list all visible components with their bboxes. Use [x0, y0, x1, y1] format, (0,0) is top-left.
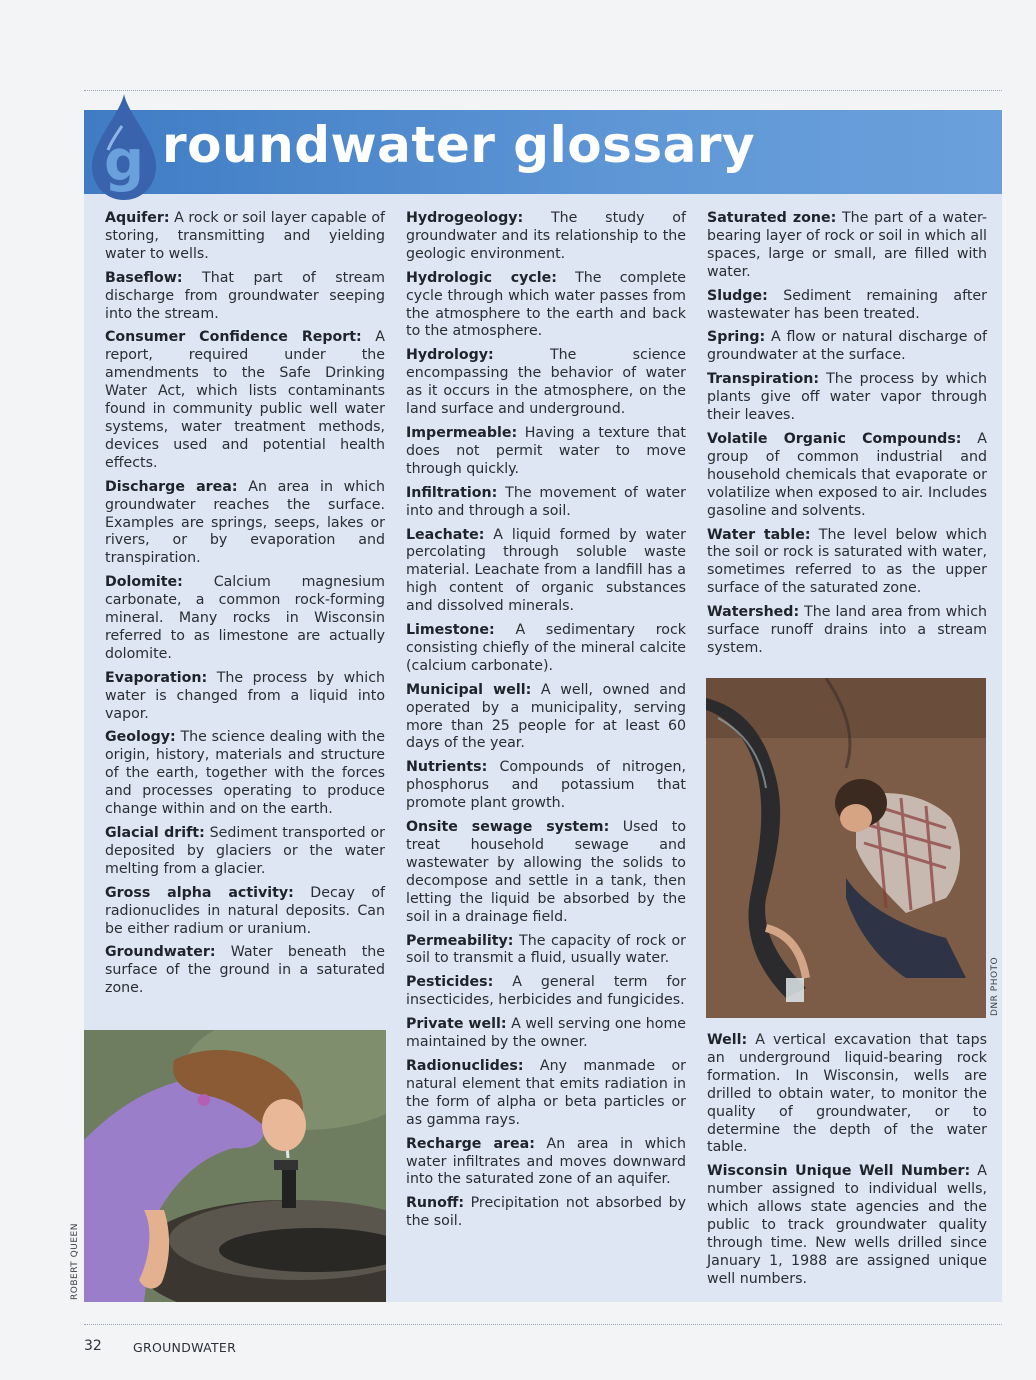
photo-credit-left: ROBERT QUEEN	[70, 1223, 80, 1300]
glossary-definition: The process by which plants give off water vapor through their leaves.	[707, 371, 987, 424]
glossary-term: Aquifer:	[105, 210, 170, 226]
glossary-entry	[406, 1195, 686, 1231]
glossary-definition: A rock or soil layer capable of storing, transmitting and yielding water to wells.	[105, 210, 385, 262]
glossary-entry	[406, 425, 686, 479]
glossary-definition: The part of a water-bearing layer of rock or soil in which all spaces, large or small, are filled with water.	[707, 210, 987, 280]
glossary-definition: The science encompassing the behavior of water as it occurs in the atmosphere, on the land surface and underground.	[406, 347, 687, 418]
glossary-entry	[406, 622, 686, 676]
glossary-term: Well:	[707, 1032, 748, 1048]
glossary-term: Leachate:	[406, 526, 485, 543]
glossary-definition: The movement of water into and through a soil.	[406, 484, 686, 519]
glossary-term: Infiltration:	[406, 484, 498, 501]
glossary-definition: Calcium magnesium carbonate, a common rock-forming mineral. Many rocks in Wisconsin referred to as limestone are actually dolomite.	[105, 574, 385, 662]
glossary-entry	[105, 329, 385, 472]
glossary-definition: That part of stream discharge from groundwater seeping into the stream.	[105, 269, 385, 322]
glossary-term: Municipal well:	[406, 681, 532, 698]
glossary-entry	[707, 431, 987, 521]
glossary-definition: The complete cycle through which water passes from the atmosphere to the earth and back to the atmosphere.	[406, 269, 686, 340]
glossary-entry	[406, 1016, 686, 1052]
glossary-entry	[105, 574, 385, 664]
glossary-definition: A general term for insecticides, herbicides and fungicides.	[406, 974, 686, 1009]
glossary-definition: A group of common industrial and household chemicals that evaporate or volatilize when exposed to air. Includes gasoline and solvents.	[707, 430, 987, 519]
glossary-entry	[406, 682, 686, 754]
glossary-definition: The science dealing with the origin, history, materials and structure of the earth, together with the forces and processes operating to produce change within and on the earth.	[105, 729, 385, 818]
glossary-definition: Decay of radionuclides in natural deposits. Can be either radium or uranium.	[105, 884, 385, 937]
drop-letter: g	[103, 129, 145, 194]
glossary-term: Gross alpha activity:	[105, 884, 294, 901]
glossary-entry	[105, 270, 385, 324]
page-title: roundwater glossary	[162, 116, 756, 174]
glossary-entry	[707, 329, 987, 365]
glossary-definition: The study of groundwater and its relationship to the geologic environment.	[406, 210, 686, 262]
glossary-term: Pesticides:	[406, 974, 494, 991]
glossary-definition: Sediment remaining after wastewater has been treated.	[707, 287, 987, 322]
glossary-entry	[105, 944, 385, 998]
glossary-entry	[105, 479, 385, 569]
glossary-definition: An area in which groundwater reaches the surface. Examples are springs, seeps, lakes or rivers, or by evaporation and transpiration.	[105, 478, 385, 567]
glossary-entry	[105, 885, 385, 939]
glossary-term: Radionuclides:	[406, 1057, 524, 1074]
glossary-definition: The land area from which surface runoff drains into a stream system.	[707, 604, 988, 656]
glossary-term: Runoff:	[406, 1195, 465, 1212]
glossary-term: Recharge area:	[406, 1135, 535, 1152]
glossary-definition: Water beneath the surface of the ground in a saturated zone.	[105, 944, 385, 997]
glossary-entry	[406, 819, 686, 926]
glossary-term: Permeability:	[406, 932, 514, 949]
glossary-term: Baseflow:	[105, 269, 183, 286]
photo-man-sampling-stream	[706, 678, 986, 1018]
glossary-entry	[105, 825, 385, 879]
photo-credit-right: DNR PHOTO	[990, 956, 1000, 1016]
glossary-definition: Compounds of nitrogen, phosphorus and potassium that promote plant growth.	[406, 759, 686, 812]
glossary-entry	[105, 729, 385, 819]
glossary-term: Wisconsin Unique Well Number:	[707, 1163, 971, 1180]
bottom-rule	[84, 1324, 1002, 1325]
glossary-term: Spring:	[707, 329, 766, 346]
glossary-column-1	[105, 210, 385, 1004]
glossary-entry	[105, 670, 385, 724]
glossary-entry	[406, 1058, 686, 1130]
glossary-term: Hydrology:	[406, 347, 494, 364]
glossary-definition: A well serving one home maintained by the owner.	[406, 1016, 686, 1051]
glossary-term: Evaporation:	[105, 669, 208, 686]
glossary-term: Limestone:	[406, 622, 495, 639]
glossary-term: Groundwater:	[105, 944, 216, 961]
glossary-entry	[406, 759, 686, 813]
glossary-term: Hydrologic cycle:	[406, 269, 557, 286]
top-rule	[84, 90, 1002, 91]
glossary-definition: Precipitation not absorbed by the soil.	[406, 1195, 686, 1230]
glossary-panel	[70, 110, 1002, 1302]
photo-girl-drinking-fountain	[84, 1030, 386, 1302]
glossary-entry	[707, 527, 987, 599]
glossary-term: Water table:	[707, 526, 811, 543]
glossary-entry	[406, 210, 686, 264]
glossary-definition: A sedimentary rock consisting chiefly of the mineral calcite (calcium carbonate).	[406, 622, 686, 674]
glossary-term: Discharge area:	[105, 478, 238, 495]
glossary-term: Onsite sewage system:	[406, 819, 610, 836]
glossary-definition: Sediment transported or deposited by glaciers or the water melting from a glacier.	[105, 825, 385, 877]
glossary-definition: A liquid formed by water percolating through soluble waste material. Leachate from a landfill has a high content of organic substances and dissolved minerals.	[406, 526, 686, 615]
glossary-entry	[406, 933, 686, 969]
glossary-term: Nutrients:	[406, 759, 488, 776]
glossary-entry	[406, 974, 686, 1010]
glossary-definition: The process by which water is changed from a liquid into vapor.	[105, 669, 386, 722]
glossary-term: Geology:	[105, 729, 176, 746]
glossary-definition: A flow or natural discharge of groundwater at the surface.	[707, 329, 987, 364]
glossary-entry	[707, 1032, 987, 1157]
glossary-definition: The capacity of rock or soil to transmit a fluid, usually water.	[406, 932, 686, 967]
glossary-definition: Having a texture that does not permit water to move through quickly.	[406, 424, 686, 477]
glossary-column-3	[707, 210, 987, 664]
glossary-definition: A vertical excavation that taps an underground liquid-bearing rock formation. In Wisconsin, wells are drilled to obtain water, to monitor the quality of groundwater, or to determine the depth of the water table.	[707, 1032, 987, 1156]
glossary-entry	[406, 347, 686, 419]
glossary-definition: The level below which the soil or rock is saturated with water, sometimes referred to as the upper surface of the saturated zone.	[707, 526, 988, 597]
glossary-entry	[707, 288, 987, 324]
glossary-term: Saturated zone:	[707, 210, 837, 226]
glossary-entry	[707, 371, 987, 425]
glossary-term: Glacial drift:	[105, 825, 205, 841]
glossary-entry	[406, 485, 686, 521]
glossary-column-2	[406, 210, 686, 1237]
title-banner	[84, 110, 1002, 194]
glossary-term: Volatile Organic Compounds:	[707, 430, 962, 447]
glossary-definition: Any manmade or natural element that emits radiation in the form of alpha or beta particles or as gamma rays.	[406, 1057, 686, 1128]
glossary-term: Hydrogeology:	[406, 210, 524, 226]
glossary-entry	[406, 270, 686, 342]
glossary-term: Watershed:	[707, 604, 800, 621]
page-number: 32	[84, 1338, 102, 1354]
glossary-term: Transpiration:	[707, 371, 819, 388]
glossary-term: Consumer Confidence Report:	[105, 329, 362, 346]
glossary-definition: An area in which water infiltrates and moves downward into the saturated zone of an aquifer.	[406, 1135, 686, 1188]
glossary-definition: Used to treat household sewage and wastewater by allowing the solids to decompose and settle in a tank, then letting the liquid be absorbed by the soil in a drainage field.	[406, 819, 686, 925]
glossary-term: Private well:	[406, 1016, 507, 1033]
glossary-definition: A number assigned to individual wells, which allows state agencies and the public to track groundwater quality through time. New wells drilled since January 1, 1988 are assigned unique well numbers.	[707, 1163, 987, 1287]
glossary-column-3b	[707, 1032, 987, 1295]
glossary-entry	[406, 1136, 686, 1190]
water-drop-icon	[88, 92, 160, 202]
section-name: GROUNDWATER	[133, 1340, 237, 1355]
glossary-definition: A well, owned and operated by a municipality, serving more than 25 people for at least 60 days of the year.	[406, 681, 686, 752]
glossary-entry	[707, 210, 987, 282]
glossary-definition: A report, required under the amendments to the Safe Drinking Water Act, which lists contaminants found in community public well water systems, water treatment methods, devices used and potential health effects.	[105, 329, 385, 471]
glossary-term: Dolomite:	[105, 574, 183, 591]
glossary-entry	[707, 604, 987, 658]
glossary-entry	[105, 210, 385, 264]
glossary-entry	[707, 1163, 987, 1288]
glossary-term: Impermeable:	[406, 424, 518, 441]
glossary-term: Sludge:	[707, 287, 768, 304]
glossary-entry	[406, 527, 686, 617]
